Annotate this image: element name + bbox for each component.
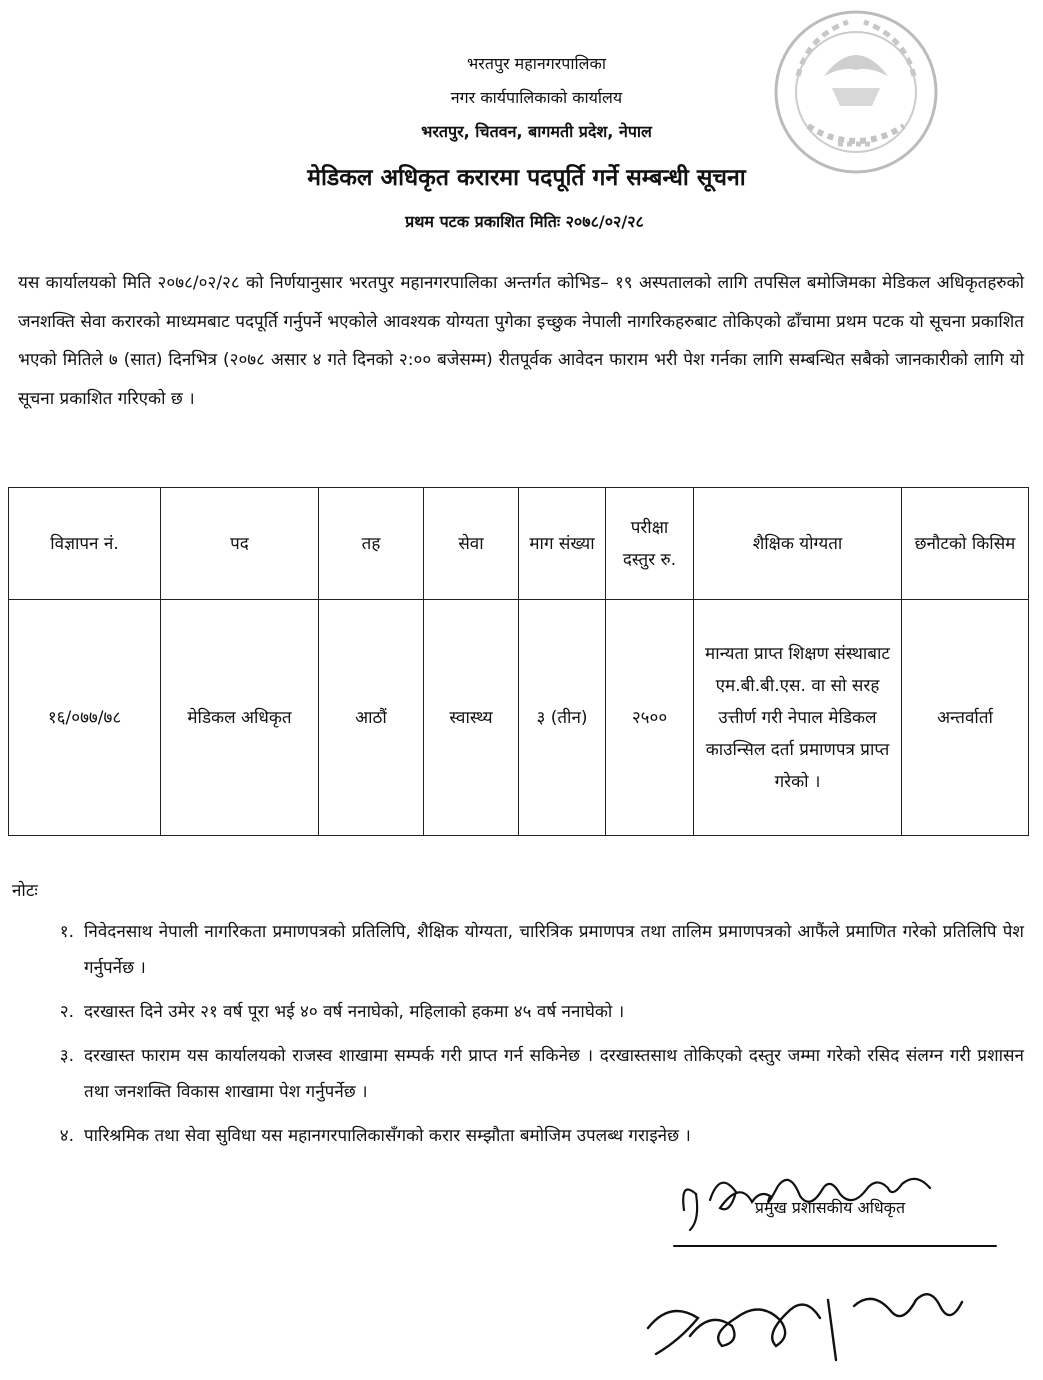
note-number: ३. (59, 1046, 74, 1066)
note-text: निवेदनसाथ नेपाली नागरिकता प्रमाणपत्रको प्रतिलिपि, शैक्षिक योग्यता, चारित्रिक प्रमाणपत्र तथा तालिम प्रमाणपत्रको आफैंले प्रमाणित गरेको प्रतिलिपि पेश गर्नुपर्नेछ । (84, 922, 1024, 978)
list-item (12, 1038, 1024, 1110)
list-item (12, 1118, 1024, 1154)
published-date: प्रथम पटक प्रकाशित मितिः २०७८/०२/२८ (405, 212, 644, 231)
municipality-name: भरतपुर महानगरपालिका (467, 54, 606, 73)
signatory-title: प्रमुख प्रशासकीय अधिकृत (754, 1198, 906, 1217)
cell-service: स्वास्थ्य (424, 600, 519, 836)
note-text: दरखास्त फाराम यस कार्यालयको राजस्व शाखामा सम्पर्क गरी प्राप्त गर्न सकिनेछ । दरखास्तसाथ तोकिएको दस्तुर जम्मा गरेको रसिद संलग्न गरी प्रशासन तथा जनशक्ति विकास शाखामा पेश गर्नुपर्नेछ । (84, 1046, 1024, 1102)
list-item (12, 994, 1024, 1030)
note-number: ४. (59, 1126, 74, 1146)
handwritten-signature (640, 1150, 1020, 1370)
cell-qualification: मान्यता प्राप्त शिक्षण संस्थाबाट एम.बी.बी.एस. वा सो सरह उत्तीर्ण गरी नेपाल मेडिकल काउन्सिल दर्ता प्रमाणपत्र प्राप्त गरेको । (694, 600, 902, 836)
table-header-row (9, 488, 1029, 600)
note-number: २. (59, 1002, 74, 1022)
notes-section (12, 876, 1024, 1154)
cell-ad-no: १६/०७७/७८ (9, 600, 161, 836)
header-service: सेवा (424, 488, 519, 600)
header-post: पद (161, 488, 319, 600)
cell-demand: ३ (तीन) (519, 600, 606, 836)
cell-level: आठौं (319, 600, 424, 836)
table-row (9, 600, 1029, 836)
header-level: तह (319, 488, 424, 600)
cell-fee: २५०० (606, 600, 694, 836)
header-selection: छनौटको किसिम (902, 488, 1029, 600)
note-text: पारिश्रमिक तथा सेवा सुविधा यस महानगरपालिकासँगको करार सम्झौता बमोजिम उपलब्ध गराइनेछ । (84, 1126, 691, 1146)
notes-label: नोटः (12, 881, 38, 901)
cell-post: मेडिकल अधिकृत (161, 600, 319, 836)
office-address: भरतपुर, चितवन, बागमती प्रदेश, नेपाल (421, 122, 652, 141)
cell-selection: अन्तर्वार्ता (902, 600, 1029, 836)
header-demand: माग संख्या (519, 488, 606, 600)
header-fee: परीक्षा दस्तुर रु. (606, 488, 694, 600)
note-text: दरखास्त दिने उमेर २१ वर्ष पूरा भई ४० वर्ष ननाघेको, महिलाको हकमा ४५ वर्ष ननाघेको । (84, 1002, 625, 1022)
list-item (12, 914, 1024, 986)
notice-title: मेडिकल अधिकृत करारमा पदपूर्ति गर्ने सम्बन्धी सूचना (307, 165, 746, 191)
header-qualification: शैक्षिक योग्यता (694, 488, 902, 600)
intro-paragraph: यस कार्यालयको मिति २०७८/०२/२८ को निर्णयानुसार भरतपुर महानगरपालिका अन्तर्गत कोभिड– १९ अस्पतालको लागि तपसिल बमोजिमका मेडिकल अधिकृतहरुको जनशक्ति सेवा करारको माध्यमबाट पदपूर्ति गर्नुपर्ने भएकोले आवश्यक योग्यता पुगेका इच्छुक नेपाली नागरिकहरुबाट तोकिएको ढाँचामा प्रथम पटक यो सूचना प्रकाशित भएको मितिले ७ (सात) दिनभित्र (२०७८ असार ४ गते दिनको २:०० बजेसम्म) रीतपूर्वक आवेदन फाराम भरी पेश गर्नका लागि सम्बन्धित सबैको जानकारीको लागि यो सूचना प्रकाशित गरिएको छ । (18, 273, 1024, 409)
header-ad-no: विज्ञापन नं. (9, 488, 161, 600)
office-name: नगर कार्यपालिकाको कार्यालय (450, 88, 623, 107)
note-number: १. (59, 922, 74, 942)
vacancy-table (8, 487, 1029, 836)
